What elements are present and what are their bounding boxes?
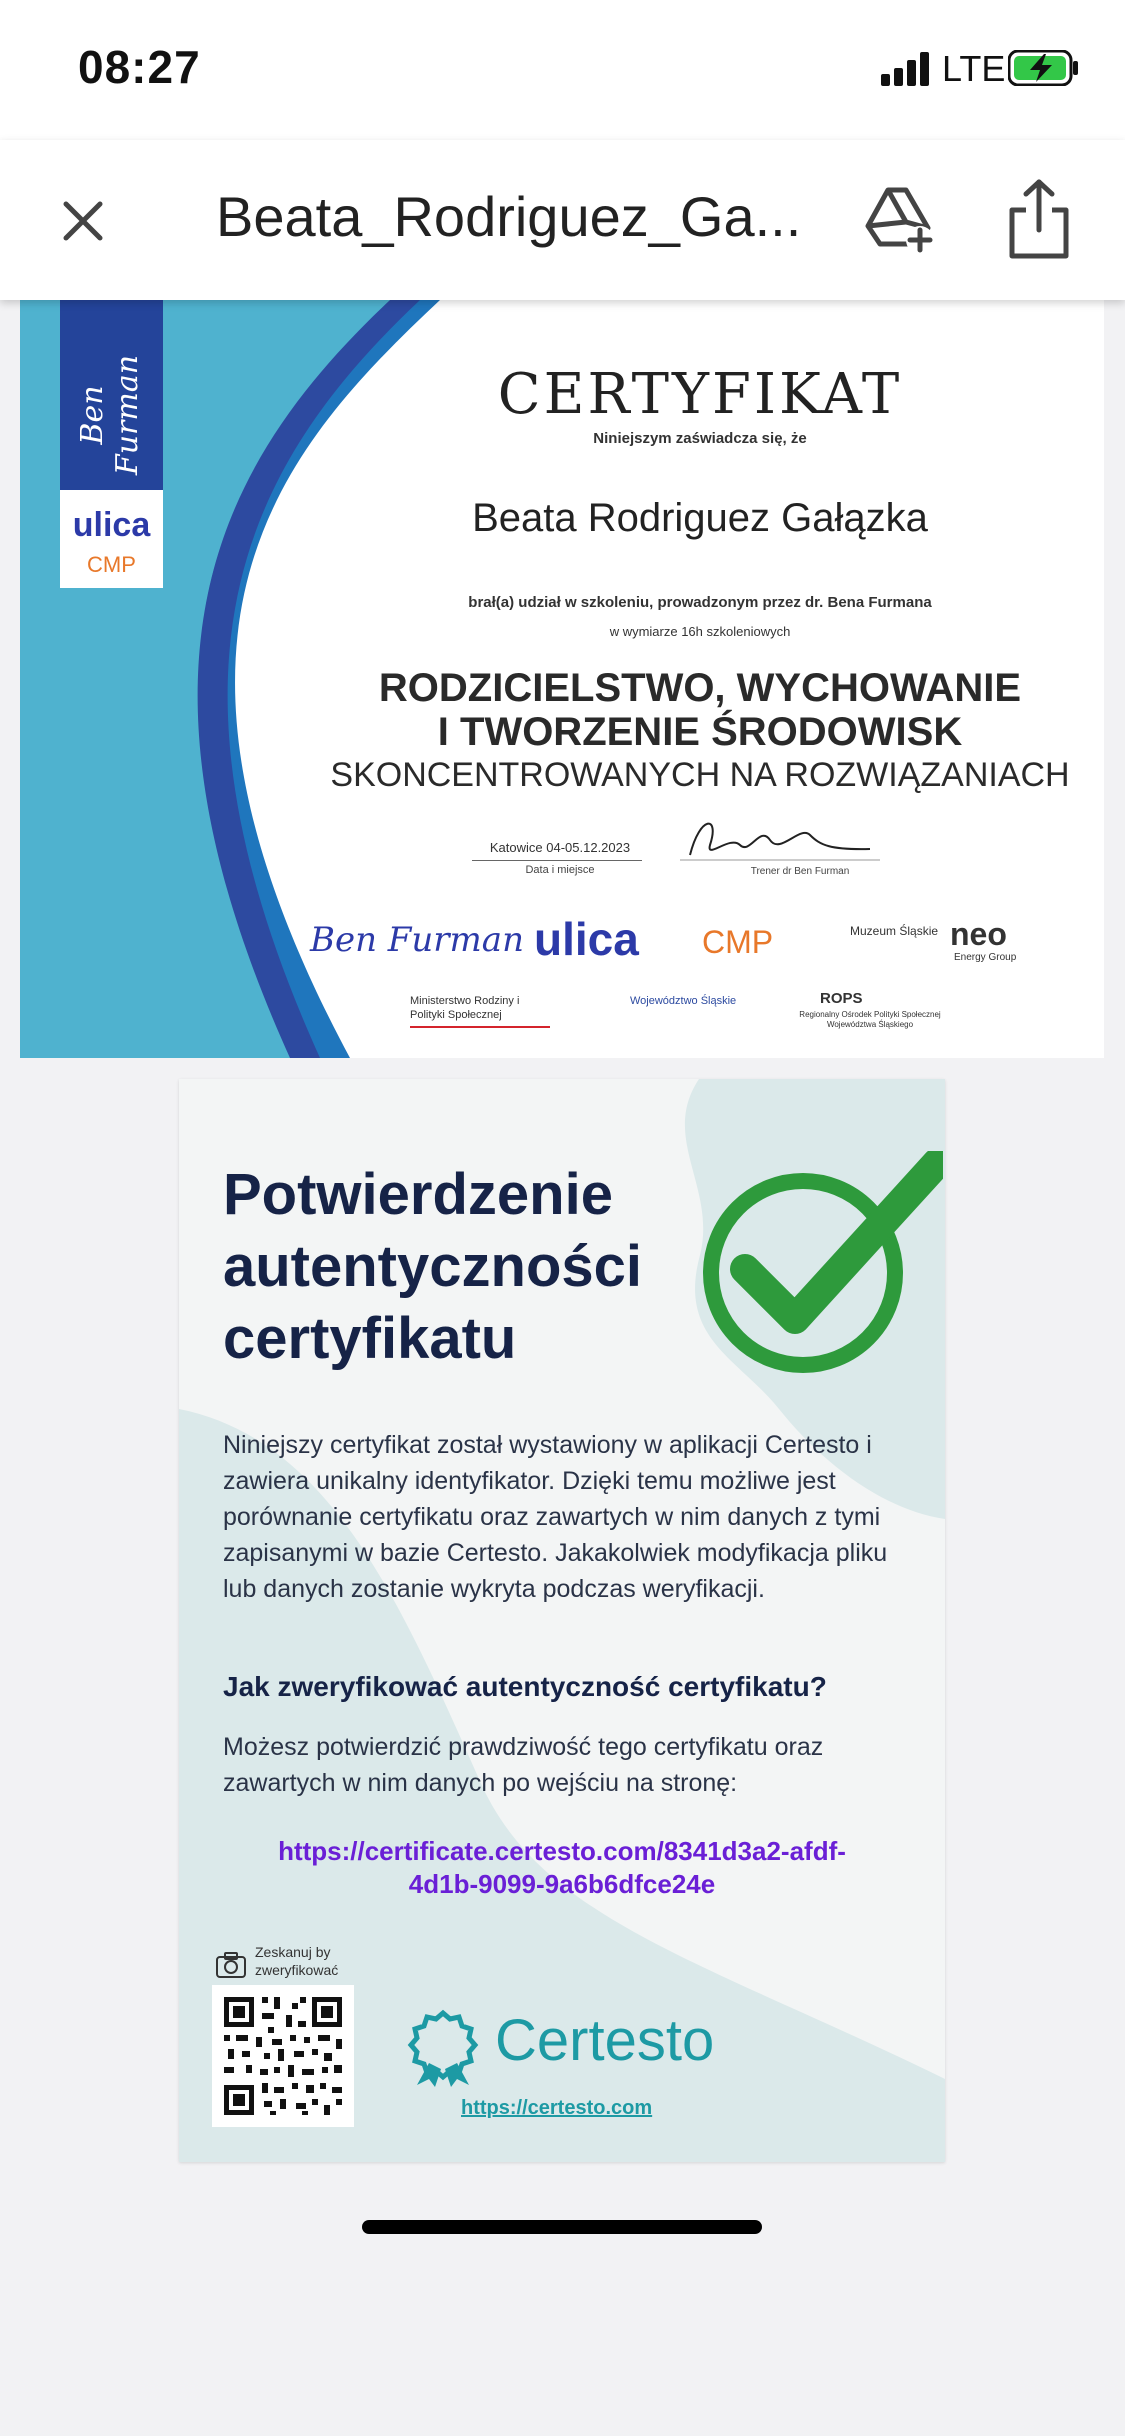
course-title — [270, 666, 1104, 754]
ulica-logo-box — [60, 490, 163, 588]
muzeum-logo: Muzeum Śląskie — [850, 924, 939, 938]
authenticity-title-line1: Potwierdzenie — [223, 1162, 613, 1227]
date-divider — [472, 860, 642, 861]
document-title: Beata_Rodriguez_Ga... — [216, 185, 802, 248]
verification-link-line1[interactable]: https://certificate.certesto.com/8341d3a2-afdf- — [278, 1836, 846, 1866]
authenticity-description: Niniejszy certyfikat został wystawiony w aplikacji Certesto i zawiera unikalny identyfikator. Dzięki temu możliwe jest porównanie certyfikatu oraz zawartych w nim danych z tymi zapisanymi w bazie Certesto. Jakakolwiek modyfikacja pliku lub danych zostanie wykryta podczas weryfikacji. — [223, 1431, 888, 1603]
certesto-brand: Certesto — [495, 2008, 715, 2073]
verification-link[interactable] — [219, 1835, 905, 1901]
certificate-subtitle: Niniejszym zaświadcza się, że — [593, 430, 807, 447]
cmp-partner-logo: CMP — [702, 924, 774, 960]
verification-instructions: Możesz potwierdzić prawdziwość tego certyfikatu oraz zawartych w nim danych po wejściu na stronę: — [223, 1733, 824, 1797]
sponsor-logos-row — [410, 988, 1010, 1038]
course-title-line3: SKONCENTROWANYCH NA ROZWIĄZANIACH — [330, 756, 1070, 794]
authenticity-title — [223, 1159, 683, 1375]
add-to-drive-icon[interactable] — [858, 178, 938, 258]
status-time: 08:27 — [78, 41, 201, 93]
certificate-title: CERTYFIKAT — [497, 362, 903, 427]
scan-text-line1: Zeskanuj by — [255, 1944, 331, 1960]
voivodeship-logo: Województwo Śląskie — [630, 995, 737, 1007]
battery-icon — [1008, 50, 1080, 86]
network-label: LTE — [942, 48, 1006, 89]
recipient-name: Beata Rodriguez Gałązka — [472, 496, 928, 540]
share-icon[interactable] — [1004, 176, 1074, 260]
camera-icon — [215, 1951, 247, 1979]
certesto-badge-icon — [403, 2007, 483, 2087]
verification-question: Jak zweryfikować autentyczność certyfikatu? — [223, 1671, 827, 1702]
partner-logos-row — [310, 910, 1090, 970]
qr-code[interactable] — [212, 1985, 354, 2127]
signal-icon — [881, 52, 931, 86]
signature-image — [670, 805, 890, 875]
date-place: Katowice 04-05.12.2023 — [489, 840, 631, 855]
home-indicator[interactable] — [362, 2220, 762, 2234]
ulica-partner-logo: ulica — [534, 913, 639, 965]
neo-logo-sub: Energy Group — [954, 952, 1017, 963]
scan-to-verify-text — [255, 1943, 338, 1979]
cmp-logo: CMP — [87, 552, 136, 577]
course-title-line1: RODZICIELSTWO, WYCHOWANIE — [378, 666, 1022, 710]
authenticity-title-line3: certyfikatu — [223, 1306, 517, 1371]
trainer-label: Trener dr Ben Furman — [750, 866, 850, 877]
participation-text: brał(a) udział w szkoleniu, prowadzonym przez dr. Bena Furmana — [468, 594, 932, 611]
certesto-link[interactable]: https://certesto.com — [461, 2097, 653, 2119]
certificate-page — [20, 300, 1104, 1058]
authenticity-page — [179, 1079, 945, 2162]
verification-link-line2[interactable]: 4d1b-9099-9a6b6dfce24e — [408, 1869, 716, 1899]
qr-code-image — [212, 1985, 354, 2127]
scan-text-line2: zweryfikować — [255, 1962, 339, 1978]
hours-text: w wymiarze 16h szkoleniowych — [609, 624, 791, 639]
course-title-line2: I TWORZENIE ŚRODOWISK — [437, 710, 963, 754]
close-icon[interactable] — [52, 190, 114, 252]
rops-logo: ROPS — [820, 990, 863, 1007]
ulica-logo: ulica — [72, 506, 151, 544]
authenticity-title-line2: autentyczności — [223, 1234, 642, 1299]
ministry-underline — [410, 1026, 550, 1028]
status-bar — [0, 0, 1125, 140]
ben-furman-stripe — [60, 300, 163, 490]
date-label: Data i miejsce — [525, 864, 595, 876]
ben-furman-logo: Ben Furman — [310, 920, 524, 960]
neo-logo: neo — [950, 916, 1007, 952]
ministry-logo: Ministerstwo Rodziny i Polityki Społecznej — [410, 995, 520, 1021]
rops-logo-sub: Regionalny Ośrodek Polityki Społecznej Województwa Śląskiego — [799, 1010, 941, 1029]
check-icon — [703, 1151, 943, 1391]
stripe-text: Ben Furman — [75, 354, 145, 476]
document-header — [0, 140, 1125, 300]
